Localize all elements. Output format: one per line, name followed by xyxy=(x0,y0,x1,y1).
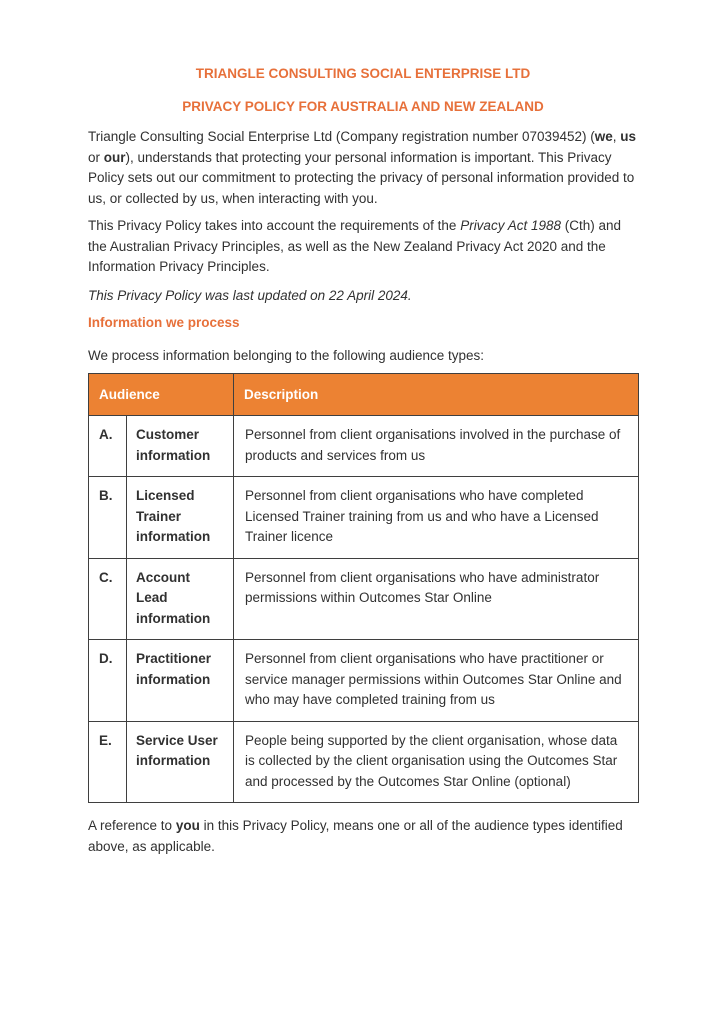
text-segment-bold: our xyxy=(103,149,126,165)
table-row xyxy=(89,558,639,640)
text-segment-italic: Privacy Act 1988 xyxy=(460,218,561,233)
row-letter: D. xyxy=(89,640,127,722)
table-header-row xyxy=(89,374,639,416)
table-row xyxy=(89,721,639,803)
intro-paragraph-2 xyxy=(88,216,638,278)
table-row xyxy=(89,416,639,477)
text-segment: Triangle Consulting Social Enterprise Ltd (Company registration number 07039452) ( xyxy=(88,129,595,144)
audience-name: Account Lead information xyxy=(127,558,234,640)
company-title: TRIANGLE CONSULTING SOCIAL ENTERPRISE LTD xyxy=(195,66,531,81)
reference-note-paragraph xyxy=(88,816,638,857)
text-segment-bold: us xyxy=(620,129,637,144)
intro-paragraph-1 xyxy=(88,127,638,209)
audience-description: Personnel from client organisations who have administrator permissions within Outcomes Star Online xyxy=(234,558,639,640)
audience-description: Personnel from client organisations involved in the purchase of products and services from us xyxy=(234,416,639,477)
row-letter: C. xyxy=(89,558,127,640)
policy-title: PRIVACY POLICY FOR AUSTRALIA AND NEW ZEALAND xyxy=(182,99,544,114)
text-segment-bold: we xyxy=(594,129,613,144)
audience-description: Personnel from client organisations who have practitioner or service manager permissions within Outcomes Star Online and who may have completed training from us xyxy=(234,640,639,722)
audience-description: People being supported by the client organisation, whose data is collected by the client organisation using the Outcomes Star and processed by the Outcomes Star Online (optional) xyxy=(234,721,639,803)
audience-description: Personnel from client organisations who have completed Licensed Trainer training from us and who have a Licensed Trainer licence xyxy=(234,477,639,559)
last-updated-note: This Privacy Policy was last updated on 22 April 2024. xyxy=(88,287,412,303)
column-header-audience: Audience xyxy=(89,374,234,416)
audience-table xyxy=(88,373,639,803)
text-segment: (Cth) and the Australian Privacy Principles, as well as the New Zealand Privacy Act 2020 and the Information Privacy Principles. xyxy=(88,218,622,274)
audience-name: Service User information xyxy=(127,721,234,803)
text-segment: in this Privacy Policy, means one or all of the audience types identified above, as applicable. xyxy=(88,818,623,854)
text-segment: ), understands that protecting your personal information is important. This Privacy Policy sets out our commitment to protecting the privacy of personal information provided to us, or collected by us, when interacting with you. xyxy=(88,149,635,206)
column-header-description: Description xyxy=(234,374,639,416)
audience-name: Customer information xyxy=(127,416,234,477)
table-row xyxy=(89,477,639,559)
section-heading-information-we-process: Information we process xyxy=(88,315,240,330)
text-segment-bold: you xyxy=(175,818,200,833)
row-letter: A. xyxy=(89,416,127,477)
text-segment: , xyxy=(612,129,621,144)
audience-name: Practitioner information xyxy=(127,640,234,722)
text-segment: A reference to xyxy=(88,818,176,833)
audience-lead-paragraph: We process information belonging to the following audience types: xyxy=(88,347,484,363)
text-segment: or xyxy=(88,149,104,165)
row-letter: E. xyxy=(89,721,127,803)
row-letter: B. xyxy=(89,477,127,559)
text-segment: This Privacy Policy takes into account the requirements of the xyxy=(88,218,461,233)
audience-name: Licensed Trainer information xyxy=(127,477,234,559)
table-row xyxy=(89,640,639,722)
